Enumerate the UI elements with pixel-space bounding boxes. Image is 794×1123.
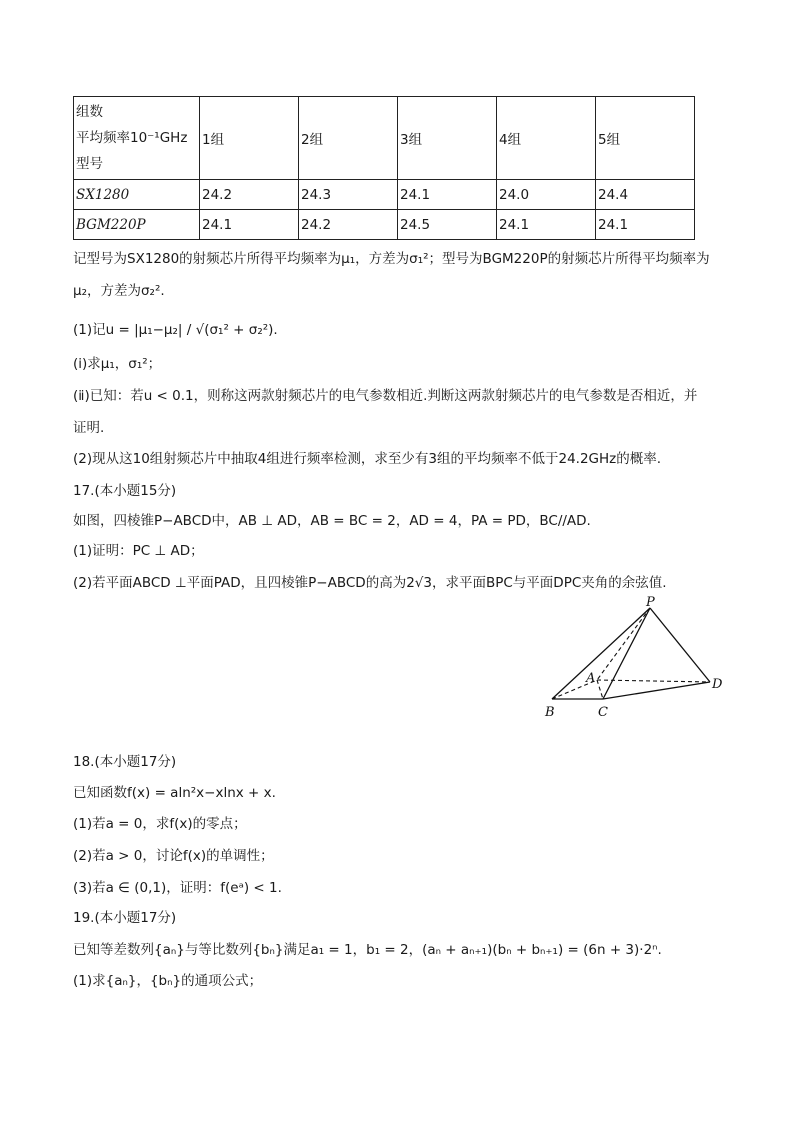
question-heading-17: 17.(本小题15分): [73, 483, 177, 499]
question-part-1: (1)证明：PC ⊥ AD；: [73, 543, 204, 559]
question-subpart-i: (ⅰ)求μ₁，σ₁²；: [73, 356, 162, 372]
question-part-2: (2)若a > 0，讨论f(x)的单调性；: [73, 848, 274, 864]
paragraph-line: 证明.: [73, 420, 105, 436]
header-label-frequency: 平均频率10⁻¹GHz: [76, 130, 188, 146]
question-part-1: (1)记u = |μ₁−μ₂| / √(σ₁² + σ₂²).: [73, 322, 278, 338]
paragraph-line: μ₂，方差为σ₂².: [73, 283, 165, 299]
frequency-table: [73, 96, 695, 240]
question-stem-17: 如图，四棱锥P−ABCD中，AB ⊥ AD，AB = BC = 2，AD = 4，PA = PD，BC//AD.: [73, 513, 591, 529]
question-heading-18: 18.(本小题17分): [73, 754, 177, 770]
header-group-5: 5组: [596, 97, 695, 180]
vertex-label-B: B: [545, 705, 555, 720]
value-cell: 24.3: [299, 180, 398, 210]
value-cell: 24.2: [299, 210, 398, 240]
value-cell: 24.5: [398, 210, 497, 240]
header-label-model: 型号: [76, 156, 103, 172]
question-heading-19: 19.(本小题17分): [73, 910, 177, 926]
value-cell: 24.4: [596, 180, 695, 210]
value-cell: 24.1: [497, 210, 596, 240]
value-cell: 24.1: [398, 180, 497, 210]
vertex-label-P: P: [646, 596, 655, 610]
table-row: [74, 180, 695, 210]
model-cell: BGM220P: [74, 210, 200, 240]
header-group-3: 3组: [398, 97, 497, 180]
question-stem-19: 已知等差数列{aₙ}与等比数列{bₙ}满足a₁ = 1，b₁ = 2，(aₙ + aₙ₊₁)(bₙ + bₙ₊₁) = (6n + 3)·2ⁿ.: [73, 942, 662, 958]
header-group-1: 1组: [200, 97, 299, 180]
vertex-label-A: A: [586, 671, 596, 686]
table-corner-cell: [74, 97, 200, 180]
question-subpart-ii: (ⅱ)已知：若u < 0.1，则称这两款射频芯片的电气参数相近.判断这两款射频芯片的电气参数是否相近，并: [73, 388, 698, 404]
pyramid-figure: [540, 596, 730, 721]
question-part-2: (2)现从这10组射频芯片中抽取4组进行频率检测，求至少有3组的平均频率不低于24.2GHz的概率.: [73, 451, 662, 467]
question-stem-18: 已知函数f(x) = aln²x−xlnx + x.: [73, 785, 276, 801]
question-part-3: (3)若a ∈ (0,1)，证明：f(eᵃ) < 1.: [73, 880, 282, 896]
paragraph-line: 记型号为SX1280的射频芯片所得平均频率为μ₁，方差为σ₁²；型号为BGM220P的射频芯片所得平均频率为: [73, 251, 710, 267]
header-group-2: 2组: [299, 97, 398, 180]
table-row: [74, 210, 695, 240]
table-header-row: [74, 97, 695, 180]
vertex-label-D: D: [712, 677, 723, 692]
question-part-1: (1)若a = 0，求f(x)的零点；: [73, 816, 247, 832]
header-group-4: 4组: [497, 97, 596, 180]
value-cell: 24.1: [596, 210, 695, 240]
model-cell: SX1280: [74, 180, 200, 210]
value-cell: 24.0: [497, 180, 596, 210]
question-part-2: (2)若平面ABCD ⊥平面PAD，且四棱锥P−ABCD的高为2√3，求平面BPC与平面DPC夹角的余弦值.: [73, 575, 667, 591]
value-cell: 24.2: [200, 180, 299, 210]
question-part-1: (1)求{aₙ}，{bₙ}的通项公式；: [73, 973, 263, 989]
header-label-groups: 组数: [76, 104, 103, 120]
value-cell: 24.1: [200, 210, 299, 240]
vertex-label-C: C: [598, 705, 608, 720]
